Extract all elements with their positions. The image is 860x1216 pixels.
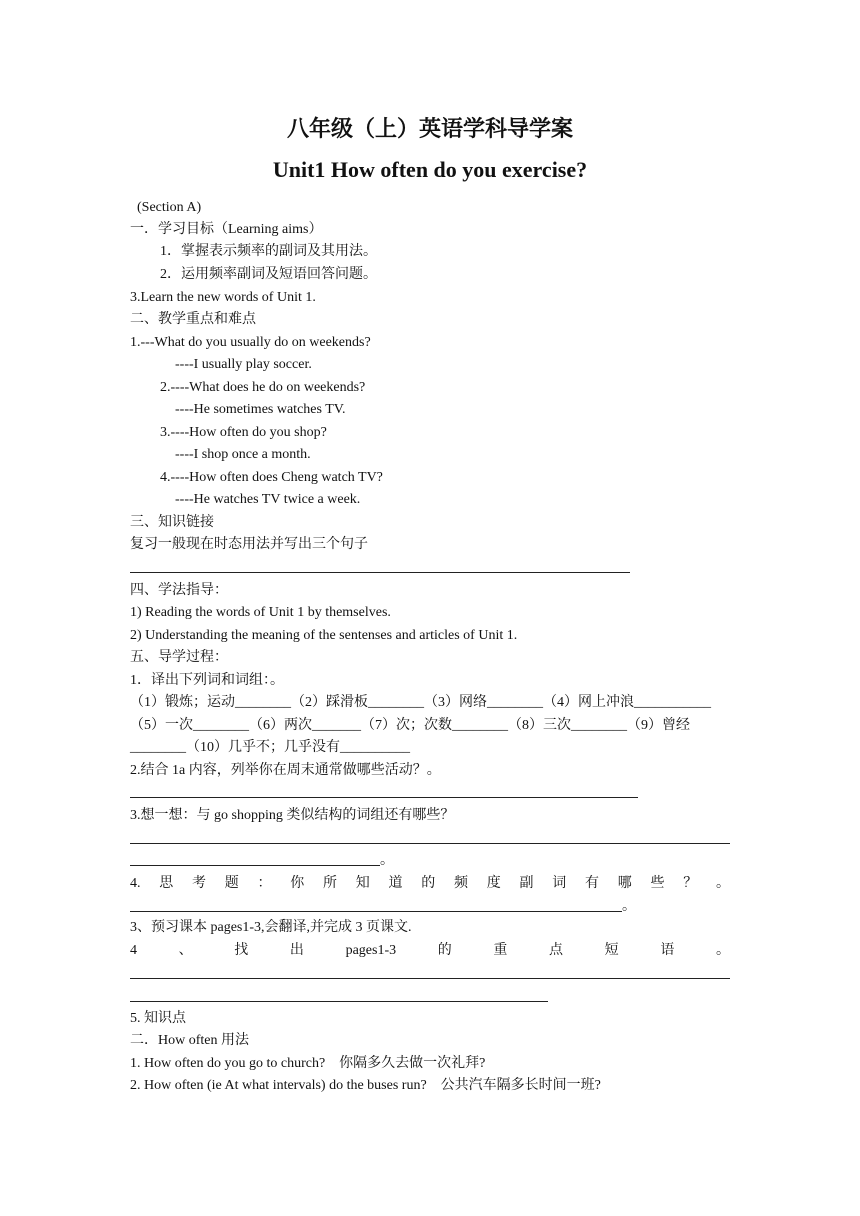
key-points-heading: 二、教学重点和难点 — [130, 312, 256, 327]
question-2: 2.结合 1a 内容，列举你在周末通常做哪些活动？。 — [130, 763, 441, 778]
answer-line — [130, 978, 730, 979]
question-4-char: 度 — [486, 876, 501, 891]
find-phrases-char: 出 — [289, 943, 304, 958]
question-4-char: 题 — [224, 876, 239, 891]
question-4-char: 哪 — [617, 876, 632, 891]
question-3-end: 。 — [380, 853, 394, 868]
dialog-question: 4.----How often does Cheng watch TV? — [160, 470, 383, 485]
question-4-char: 道 — [388, 876, 403, 891]
question-4-char: 的 — [421, 876, 436, 891]
page-subtitle: Unit1 How often do you exercise? — [272, 157, 588, 182]
answer-line — [130, 911, 622, 912]
question-4-char: ： — [257, 876, 272, 891]
find-phrases-char: 、 — [178, 943, 193, 958]
find-phrases-char: 重 — [493, 943, 508, 958]
aim-item: 1．掌握表示频率的副词及其用法。 — [160, 244, 377, 259]
answer-line — [130, 843, 730, 844]
translate-heading: 1．译出下列词和词组：。 — [130, 673, 284, 688]
vocab-line: （5）一次________（6）两次_______（7）次；次数________（8）三次________（9）曾经 — [130, 718, 690, 733]
aim-item: 3.Learn the new words of Unit 1. — [130, 290, 316, 305]
question-4-char: 考 — [192, 876, 206, 891]
dialog-answer: ----I usually play soccer. — [175, 357, 312, 372]
knowledge-points-heading: 5. 知识点 — [130, 1011, 186, 1026]
example-sentence: 2. How often (ie At what intervals) do the buses run? 公共汽车隔多长时间一班? — [130, 1078, 601, 1093]
vocab-line: （1）锻炼；运动________（2）踩滑板________（3）网络________（4）网上冲浪___________ — [130, 695, 711, 710]
find-phrases-char: 语 — [660, 943, 675, 958]
question-4-char: 副 — [519, 876, 534, 891]
question-4-char: 词 — [552, 876, 567, 891]
question-4-char: 些 — [650, 876, 665, 891]
process-heading: 五、导学过程： — [130, 650, 228, 665]
question-4-char: 知 — [355, 876, 370, 891]
question-4-char: ？ — [683, 876, 698, 891]
question-4-char: 思 — [159, 876, 174, 891]
vocab-line: ________（10）几乎不；几乎没有__________ — [130, 740, 410, 755]
question-4-char: 。 — [716, 876, 730, 891]
question-3: 3.想一想：与 go shopping 类似结构的词组还有哪些？ — [130, 808, 455, 823]
question-4-char: 4. — [130, 876, 141, 891]
aims-heading: 一．学习目标（Learning aims） — [130, 222, 323, 237]
study-guide-heading: 四、学法指导： — [130, 583, 228, 598]
how-often-heading: 二．How often 用法 — [130, 1033, 249, 1048]
dialog-question: 1.---What do you usually do on weekends? — [130, 335, 371, 350]
question-4 — [130, 874, 730, 894]
question-4-char: 你 — [290, 876, 305, 891]
question-4-char: 频 — [454, 876, 468, 891]
find-phrases-char: 点 — [549, 943, 564, 958]
question-4-end: 。 — [622, 899, 636, 914]
study-guide-item: 1) Reading the words of Unit 1 by themselves. — [130, 605, 391, 620]
answer-line — [130, 1001, 548, 1002]
find-phrases-char: 找 — [234, 943, 249, 958]
dialog-question: 2.----What does he do on weekends? — [160, 380, 366, 395]
find-phrases-task — [130, 941, 730, 961]
answer-line — [130, 572, 630, 573]
dialog-answer: ----He sometimes watches TV. — [175, 402, 346, 417]
answer-line — [130, 865, 380, 866]
example-sentence: 1. How often do you go to church? 你隔多久去做一次礼拜? — [130, 1056, 486, 1071]
find-phrases-char: 的 — [437, 943, 452, 958]
find-phrases-char: 。 — [715, 943, 730, 958]
aim-item: 2．运用频率副词及短语回答问题。 — [160, 267, 377, 282]
question-4-char: 有 — [585, 876, 599, 891]
find-phrases-char: 4 — [130, 943, 137, 958]
preview-task: 3、预习课本 pages1-3,会翻译,并完成 3 页课文. — [130, 920, 412, 935]
knowledge-link-task: 复习一般现在时态用法并写出三个句子 — [130, 537, 368, 552]
dialog-question: 3.----How often do you shop? — [160, 425, 327, 440]
find-phrases-char: 短 — [604, 943, 619, 958]
find-phrases-char: pages1-3 — [345, 943, 397, 958]
dialog-answer: ----He watches TV twice a week. — [175, 492, 361, 507]
page-title: 八年级（上）英语学科导学案 — [286, 116, 573, 141]
question-4-char: 所 — [323, 876, 337, 891]
dialog-answer: ----I shop once a month. — [175, 447, 311, 462]
answer-line — [130, 797, 638, 798]
knowledge-link-heading: 三、知识链接 — [130, 515, 214, 530]
study-guide-item: 2) Understanding the meaning of the sentenses and articles of Unit 1. — [130, 628, 518, 643]
section-label: (Section A) — [137, 200, 202, 215]
